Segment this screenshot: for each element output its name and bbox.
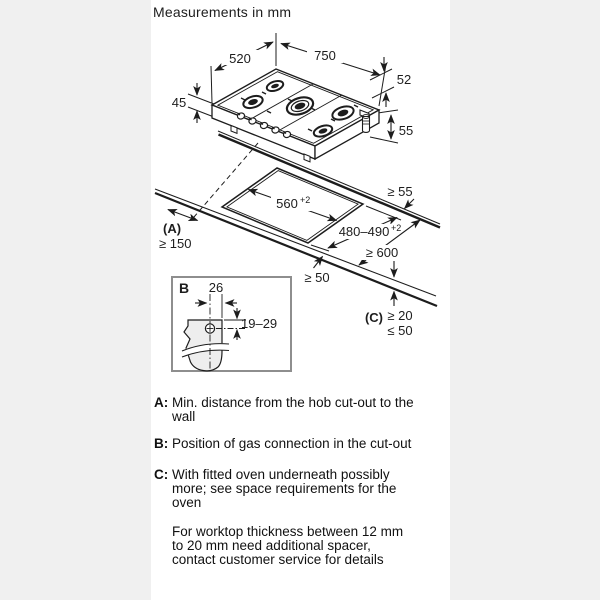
dim-back-clearance: ≥ 55: [387, 184, 413, 199]
note-line: contact customer service for details: [172, 552, 384, 567]
legend-key-c: C:: [154, 467, 169, 482]
spacer-note: [154, 525, 448, 567]
ref-a-label: (A): [163, 221, 182, 236]
dim-hob-depth: 520: [229, 51, 251, 66]
page-title: Measurements in mm: [153, 4, 292, 20]
legend-b-line: Position of gas connection in the cut-out: [172, 436, 412, 451]
legend-c-line: oven: [172, 495, 202, 510]
dim-cutout-width-tolerance: +2: [300, 195, 311, 205]
legend-c-line: With fitted oven underneath possibly: [172, 467, 390, 482]
legend-a-line: wall: [172, 409, 196, 424]
legend-item-b: [154, 437, 448, 451]
legend-c-line: more; see space requirements for the: [172, 481, 397, 496]
ref-c-label: (C): [364, 310, 384, 325]
dim-front-clearance: ≥ 50: [304, 270, 330, 285]
dim-hob-height-right: 52: [396, 72, 412, 87]
legend-key-a: A:: [154, 395, 169, 410]
note-line: to 20 mm need additional spacer,: [172, 538, 371, 553]
dim-cutout-depth: 480–490: [338, 224, 390, 239]
legend-item-a: [154, 396, 448, 424]
dim-hob-height-left: 45: [171, 95, 187, 110]
dim-side-min: ≥ 150: [159, 236, 192, 251]
dim-c-min: ≥ 20: [387, 308, 413, 323]
legend-a-line: Min. distance from the hob cut-out to the: [172, 395, 414, 410]
legend-key-b: B:: [154, 436, 169, 451]
dim-worktop-depth: ≥ 600: [365, 245, 399, 260]
dim-hob-width: 750: [314, 48, 336, 63]
legend-item-c: [154, 468, 448, 510]
dim-b-vertical-range: 19–29: [241, 316, 278, 331]
dim-c-max: ≤ 50: [387, 323, 413, 338]
dim-hob-connection-height: 55: [398, 123, 414, 138]
hob-drawing: [172, 33, 413, 162]
ref-b-label: B: [179, 280, 190, 296]
dim-cutout-depth-tolerance: +2: [391, 223, 402, 233]
dim-b-width: 26: [208, 280, 224, 295]
dim-cutout-width: 560: [276, 196, 298, 211]
detail-b-box: [172, 277, 291, 371]
note-line: For worktop thickness between 12 mm: [172, 524, 404, 539]
legend: [154, 396, 448, 567]
